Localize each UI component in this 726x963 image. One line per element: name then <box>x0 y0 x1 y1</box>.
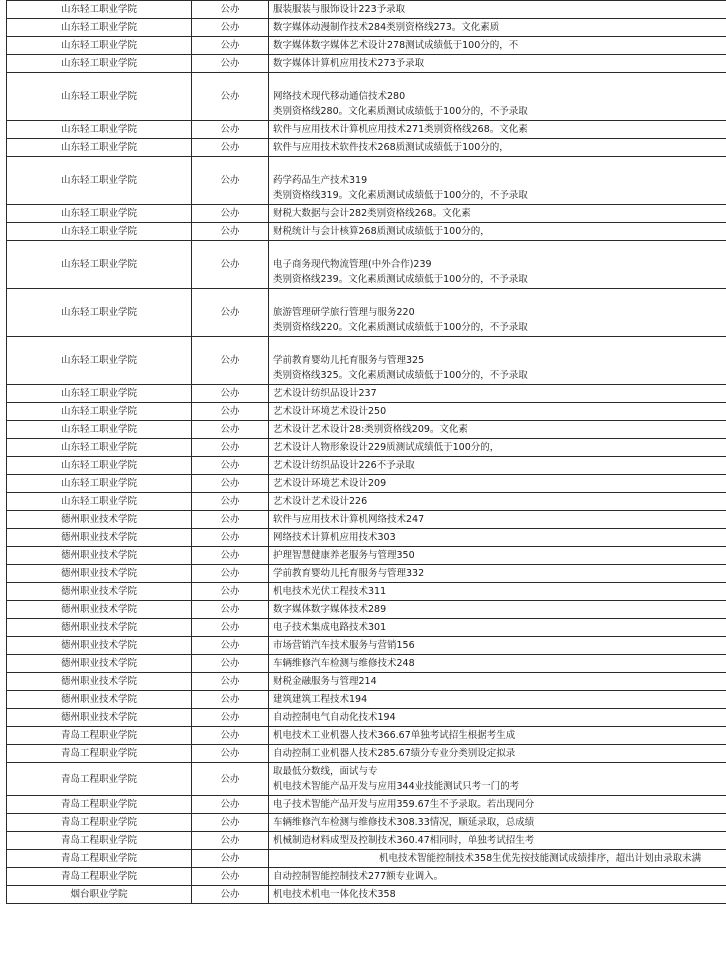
table-row <box>7 385 726 403</box>
major-score-cell <box>269 157 726 205</box>
school-name-cell: 德州职业技术学院 <box>7 691 192 709</box>
school-name-cell: 山东轻工职业学院 <box>7 1 192 19</box>
table-row <box>7 637 726 655</box>
school-type-cell: 公办 <box>192 709 269 727</box>
school-type-cell: 公办 <box>192 403 269 421</box>
school-type-cell: 公办 <box>192 583 269 601</box>
school-type-cell: 公办 <box>192 763 269 796</box>
major-score-cell <box>269 547 726 565</box>
school-type-cell: 公办 <box>192 205 269 223</box>
major-score-line: 建筑建筑工程技术194 <box>273 694 368 705</box>
school-name-cell: 山东轻工职业学院 <box>7 337 192 385</box>
school-name-cell: 山东轻工职业学院 <box>7 385 192 403</box>
major-score-cell <box>269 763 726 796</box>
school-name-cell: 青岛工程职业学院 <box>7 832 192 850</box>
school-name-cell: 德州职业技术学院 <box>7 511 192 529</box>
major-score-cell <box>269 139 726 157</box>
table-row <box>7 157 726 205</box>
major-score-line <box>273 74 726 89</box>
table-row <box>7 37 726 55</box>
school-name-cell: 青岛工程职业学院 <box>7 796 192 814</box>
school-type-cell: 公办 <box>192 673 269 691</box>
school-type-cell: 公办 <box>192 439 269 457</box>
school-type-cell: 公办 <box>192 337 269 385</box>
school-type-cell: 公办 <box>192 796 269 814</box>
school-name-cell: 山东轻工职业学院 <box>7 157 192 205</box>
major-score-cell <box>269 55 726 73</box>
major-score-line: 学前教育婴幼儿托育服务与管理332 <box>273 568 425 579</box>
school-type-cell: 公办 <box>192 457 269 475</box>
major-score-line: 车辆维修汽车检测与维修技术308.33情况，顺延录取，总成绩 <box>273 817 535 828</box>
school-name-cell: 烟台职业学院 <box>7 886 192 904</box>
table-row <box>7 121 726 139</box>
school-type-cell: 公办 <box>192 289 269 337</box>
major-score-line: 药学药品生产技术319 <box>273 175 368 186</box>
table-row <box>7 1 726 19</box>
table-row <box>7 655 726 673</box>
table-row <box>7 850 726 868</box>
school-type-cell: 公办 <box>192 385 269 403</box>
school-type-cell: 公办 <box>192 511 269 529</box>
school-name-cell: 山东轻工职业学院 <box>7 223 192 241</box>
school-type-cell: 公办 <box>192 619 269 637</box>
major-score-cell <box>269 223 726 241</box>
major-score-line: 软件与应用技术计算机网络技术247 <box>273 514 425 525</box>
major-score-cell <box>269 121 726 139</box>
school-type-cell: 公办 <box>192 223 269 241</box>
major-score-cell <box>269 529 726 547</box>
school-name-cell: 德州职业技术学院 <box>7 673 192 691</box>
major-score-cell <box>269 814 726 832</box>
major-score-line: 数字媒体动漫制作技术284类别资格线273。文化素质 <box>273 22 500 33</box>
major-score-cell <box>269 511 726 529</box>
school-name-cell: 青岛工程职业学院 <box>7 814 192 832</box>
major-score-cell <box>269 832 726 850</box>
major-score-line: 电子技术集成电路技术301 <box>273 622 387 633</box>
school-type-cell: 公办 <box>192 157 269 205</box>
admission-score-table <box>6 0 726 904</box>
major-score-cell <box>269 493 726 511</box>
major-score-cell <box>269 691 726 709</box>
table-row <box>7 55 726 73</box>
school-name-cell: 青岛工程职业学院 <box>7 868 192 886</box>
table-row <box>7 796 726 814</box>
major-score-line: 网络技术现代移动通信技术280 <box>273 91 406 102</box>
school-type-cell: 公办 <box>192 655 269 673</box>
table-row <box>7 223 726 241</box>
major-score-cell <box>269 709 726 727</box>
school-type-cell: 公办 <box>192 493 269 511</box>
school-name-cell: 山东轻工职业学院 <box>7 493 192 511</box>
major-score-cell <box>269 37 726 55</box>
table-row <box>7 19 726 37</box>
major-score-line: 机械制造材料成型及控制技术360.47相同时，单独考试招生考 <box>273 835 535 846</box>
school-type-cell: 公办 <box>192 121 269 139</box>
table-row <box>7 337 726 385</box>
school-type-cell: 公办 <box>192 886 269 904</box>
school-name-cell: 山东轻工职业学院 <box>7 439 192 457</box>
major-score-line: 软件与应用技术软件技术268质测试成绩低于100分的， <box>273 142 509 153</box>
major-score-cell <box>269 421 726 439</box>
school-name-cell: 山东轻工职业学院 <box>7 421 192 439</box>
major-score-cell <box>269 655 726 673</box>
school-name-cell: 山东轻工职业学院 <box>7 55 192 73</box>
major-score-line: 旅游管理研学旅行管理与服务220 <box>273 307 415 318</box>
school-name-cell: 山东轻工职业学院 <box>7 205 192 223</box>
table-row <box>7 673 726 691</box>
major-score-line: 艺术设计纺织品设计237 <box>273 388 377 399</box>
major-score-line: 电子商务现代物流管理(中外合作)239 <box>273 259 432 270</box>
table-row <box>7 709 726 727</box>
major-score-line: 自动控制智能控制技术277额专业调入。 <box>273 871 444 882</box>
major-score-line: 自动控制电气自动化技术194 <box>273 712 396 723</box>
major-score-cell <box>269 403 726 421</box>
school-type-cell: 公办 <box>192 475 269 493</box>
major-score-cell <box>269 583 726 601</box>
school-type-cell: 公办 <box>192 832 269 850</box>
major-score-line: 数字媒体数字媒体技术289 <box>273 604 387 615</box>
major-score-line: 软件与应用技术计算机应用技术271类别资格线268。文化素 <box>273 124 528 135</box>
school-name-cell: 德州职业技术学院 <box>7 637 192 655</box>
major-score-line: 学前教育婴幼儿托育服务与管理325 <box>273 355 425 366</box>
school-name-cell: 德州职业技术学院 <box>7 619 192 637</box>
major-score-line: 艺术设计环境艺术设计250 <box>273 406 387 417</box>
major-score-cell <box>269 337 726 385</box>
major-score-cell <box>269 745 726 763</box>
table-row <box>7 547 726 565</box>
major-score-line: 机电技术光伏工程技术311 <box>273 586 387 597</box>
major-score-cell <box>269 796 726 814</box>
major-score-line: 自动控制工业机器人技术285.67绩分专业分类别设定拟录 <box>273 748 516 759</box>
school-type-cell: 公办 <box>192 421 269 439</box>
school-name-cell: 德州职业技术学院 <box>7 583 192 601</box>
major-score-cell <box>269 289 726 337</box>
major-score-line <box>273 242 726 257</box>
school-name-cell: 山东轻工职业学院 <box>7 121 192 139</box>
major-score-cell <box>269 868 726 886</box>
school-type-cell: 公办 <box>192 637 269 655</box>
major-score-line: 类别资格线239。文化素质测试成绩低于100分的，不予录取 <box>273 274 528 285</box>
school-name-cell: 德州职业技术学院 <box>7 565 192 583</box>
major-score-cell <box>269 385 726 403</box>
table-row <box>7 832 726 850</box>
table-row <box>7 139 726 157</box>
major-score-line: 艺术设计艺术设计226 <box>273 496 368 507</box>
major-score-line: 类别资格线280。文化素质测试成绩低于100分的，不予录取 <box>273 106 528 117</box>
major-score-line: 机电技术工业机器人技术366.67单独考试招生根据考生成 <box>273 730 516 741</box>
table-row <box>7 886 726 904</box>
school-name-cell: 山东轻工职业学院 <box>7 475 192 493</box>
school-name-cell: 山东轻工职业学院 <box>7 457 192 475</box>
table-row <box>7 583 726 601</box>
school-type-cell: 公办 <box>192 241 269 289</box>
major-score-line: 市场营销汽车技术服务与营销156 <box>273 640 415 651</box>
major-score-line: 车辆维修汽车检测与维修技术248 <box>273 658 415 669</box>
table-row <box>7 457 726 475</box>
school-name-cell: 德州职业技术学院 <box>7 655 192 673</box>
school-type-cell: 公办 <box>192 73 269 121</box>
major-score-cell <box>269 673 726 691</box>
major-score-line: 类别资格线325。文化素质测试成绩低于100分的，不予录取 <box>273 370 528 381</box>
major-score-cell <box>269 637 726 655</box>
school-type-cell: 公办 <box>192 37 269 55</box>
major-score-cell <box>269 886 726 904</box>
major-score-line <box>273 290 726 305</box>
school-name-cell: 青岛工程职业学院 <box>7 727 192 745</box>
major-score-line: 机电技术机电一体化技术358 <box>273 889 396 900</box>
school-type-cell: 公办 <box>192 727 269 745</box>
major-score-cell <box>269 241 726 289</box>
major-score-line: 护理智慧健康养老服务与管理350 <box>273 550 415 561</box>
table-row <box>7 73 726 121</box>
major-score-line: 数字媒体数字媒体艺术设计278测试成绩低于100分的，不 <box>273 40 519 51</box>
major-score-cell <box>269 850 726 868</box>
table-row <box>7 745 726 763</box>
table-row <box>7 619 726 637</box>
major-score-cell <box>269 19 726 37</box>
table-row <box>7 439 726 457</box>
major-score-line: 艺术设计纺织品设计226不予录取 <box>273 460 415 471</box>
major-score-line: 艺术设计艺术设计28:类别资格线209。文化素 <box>273 424 468 435</box>
school-name-cell: 德州职业技术学院 <box>7 529 192 547</box>
major-score-cell <box>269 475 726 493</box>
school-type-cell: 公办 <box>192 139 269 157</box>
table-row <box>7 421 726 439</box>
table-row <box>7 727 726 745</box>
major-score-line: 数字媒体计算机应用技术273予录取 <box>273 58 425 69</box>
major-score-line: 网络技术计算机应用技术303 <box>273 532 396 543</box>
major-score-cell <box>269 565 726 583</box>
major-score-line: 艺术设计人物形象设计229质测试成绩低于100分的， <box>273 442 500 453</box>
school-type-cell: 公办 <box>192 1 269 19</box>
table-row <box>7 529 726 547</box>
school-type-cell: 公办 <box>192 55 269 73</box>
school-name-cell: 山东轻工职业学院 <box>7 19 192 37</box>
school-name-cell: 德州职业技术学院 <box>7 709 192 727</box>
school-name-cell: 德州职业技术学院 <box>7 547 192 565</box>
major-score-cell <box>269 601 726 619</box>
school-name-cell: 山东轻工职业学院 <box>7 37 192 55</box>
school-name-cell: 德州职业技术学院 <box>7 601 192 619</box>
table-row <box>7 763 726 796</box>
school-type-cell: 公办 <box>192 868 269 886</box>
major-score-line: 机电技术智能产品开发与应用344业技能测试只考一门的考 <box>273 781 520 792</box>
school-name-cell: 山东轻工职业学院 <box>7 139 192 157</box>
school-type-cell: 公办 <box>192 529 269 547</box>
school-name-cell: 山东轻工职业学院 <box>7 241 192 289</box>
major-score-cell <box>269 73 726 121</box>
table-row <box>7 868 726 886</box>
school-type-cell: 公办 <box>192 601 269 619</box>
school-type-cell: 公办 <box>192 691 269 709</box>
table-row <box>7 403 726 421</box>
school-type-cell: 公办 <box>192 547 269 565</box>
major-score-line: 机电技术智能控制技术358生优先按技能测试成绩排序，超出计划由录取未满 <box>379 853 702 864</box>
table-row <box>7 601 726 619</box>
major-score-line <box>273 338 726 353</box>
major-score-line: 服装服装与服饰设计223予录取 <box>273 4 406 15</box>
major-score-line: 取最低分数线，面试与专 <box>273 766 378 777</box>
school-name-cell: 山东轻工职业学院 <box>7 73 192 121</box>
table-row <box>7 241 726 289</box>
school-type-cell: 公办 <box>192 850 269 868</box>
table-row <box>7 493 726 511</box>
major-score-cell <box>269 457 726 475</box>
table-row <box>7 289 726 337</box>
table-body <box>7 1 726 904</box>
major-score-line <box>273 158 726 173</box>
major-score-cell <box>269 439 726 457</box>
school-name-cell: 山东轻工职业学院 <box>7 403 192 421</box>
table-row <box>7 511 726 529</box>
major-score-line: 电子技术智能产品开发与应用359.67生不予录取。若出现同分 <box>273 799 535 810</box>
table-row <box>7 814 726 832</box>
major-score-line: 类别资格线220。文化素质测试成绩低于100分的，不予录取 <box>273 322 528 333</box>
table-row <box>7 691 726 709</box>
major-score-line: 财税金融服务与管理214 <box>273 676 377 687</box>
school-name-cell: 青岛工程职业学院 <box>7 763 192 796</box>
school-type-cell: 公办 <box>192 814 269 832</box>
major-score-line: 类别资格线319。文化素质测试成绩低于100分的，不予录取 <box>273 190 528 201</box>
admission-score-table-sheet <box>6 0 726 904</box>
table-row <box>7 475 726 493</box>
major-score-cell <box>269 619 726 637</box>
school-name-cell: 青岛工程职业学院 <box>7 850 192 868</box>
major-score-cell <box>269 1 726 19</box>
table-row <box>7 205 726 223</box>
school-type-cell: 公办 <box>192 745 269 763</box>
table-row <box>7 565 726 583</box>
school-type-cell: 公办 <box>192 565 269 583</box>
major-score-cell <box>269 727 726 745</box>
school-name-cell: 山东轻工职业学院 <box>7 289 192 337</box>
major-score-line: 财税大数据与会计282类别资格线268。文化素 <box>273 208 471 219</box>
school-name-cell: 青岛工程职业学院 <box>7 745 192 763</box>
major-score-line: 财税统计与会计核算268质测试成绩低于100分的， <box>273 226 490 237</box>
major-score-line: 艺术设计环境艺术设计209 <box>273 478 387 489</box>
school-type-cell: 公办 <box>192 19 269 37</box>
major-score-cell <box>269 205 726 223</box>
